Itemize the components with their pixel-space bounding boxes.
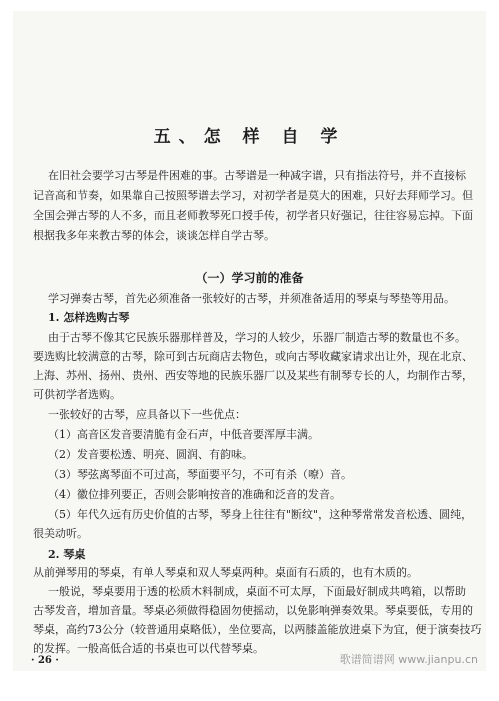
- subsection-heading-2: 2. 琴桌: [48, 548, 86, 561]
- list-item-3: （3）琴弦离琴面不可过高，琴面要平匀，不可有杀（嘹）音。: [48, 468, 352, 481]
- page-number: · 26 ·: [31, 655, 59, 666]
- list-item-1: （1）高音区发音要清脆有金石声，中低音要浑厚丰满。: [48, 428, 319, 441]
- book-page: [13, 11, 486, 671]
- intro-line-2: 记音高和节奏，如果靠自己按照琴谱去学习，对初学者是莫大的困难，只好去拜师学习。但: [33, 189, 473, 202]
- list-item-2: （2）发音要松透、明亮、圆润、有韵味。: [48, 448, 253, 461]
- sub1-line-2: 要选购比较满意的古琴，除可到古玩商店去物色，或向古琴收藏家请求出让外，现在北京、: [33, 350, 473, 363]
- list-item-4: （4）徽位排列要正，否则会影响按音的准确和泛音的发音。: [48, 488, 341, 501]
- list-item-5-cont: 很美动听。: [33, 527, 88, 540]
- list-intro: 一张较好的古琴，应具备以下一些优点：: [48, 408, 246, 421]
- sub2-line-2: 一般说，琴桌要用于透的松质木料制成，桌面不可太厚，下面最好制成共鸣箱，以帮助: [48, 585, 466, 598]
- intro-line-1: 在旧社会要学习古琴是件困难的事。古琴谱是一种减字谱，只有指法符号，并不直接标: [48, 169, 466, 182]
- section-intro: 学习弹奏古琴，首先必须准备一张较好的古琴，并须准备适用的琴桌与琴垫等用品。: [48, 292, 455, 305]
- section-title: （一）学习前的准备: [195, 271, 304, 285]
- intro-line-3: 全国会弹古琴的人不多，而且老师教琴死口授手传，初学者只好强记，往往容易忘掉。下面: [33, 209, 473, 222]
- sub2-line-3: 古琴发音，增加音量。琴桌必须做得稳固勿使摇动，以免影响弹奏效果。琴桌要低，专用的: [33, 604, 473, 617]
- sub2-line-4: 琴桌，高约73公分（较普通用桌略低），坐位要高，以两膝盖能放进桌下为宜，便于演奏技巧: [33, 623, 482, 636]
- sub2-line-5: 的发挥。一般高低合适的书桌也可以代替琴桌。: [33, 642, 264, 655]
- sub1-line-3: 上海、苏州、扬州、贵州、西安等地的民族乐器厂以及某些有制琴专长的人，均制作古琴，: [33, 369, 473, 382]
- sub1-line-1: 由于古琴不像其它民族乐器那样普及，学习的人较少，乐器厂制造古琴的数量也不多。: [48, 331, 466, 344]
- chapter-title: 五、怎 样 自 学: [153, 127, 346, 147]
- watermark: 歌谱简谱网 www.jianpu.cn: [339, 653, 478, 666]
- intro-line-4: 根据我多年来教古琴的体会，谈谈怎样自学古琴。: [33, 229, 275, 242]
- sub2-line-1: 从前弹琴用的琴桌，有单人琴桌和双人琴桌两种。桌面有石质的，也有木质的。: [33, 566, 418, 579]
- subsection-heading-1: 1. 怎样选购古琴: [48, 311, 130, 324]
- list-item-5: （5）年代久远有历史价值的古琴，琴身上往往有"断纹"，这种琴常常发音松透、圆纯，: [48, 508, 473, 521]
- sub1-line-4: 可供初学者选购。: [33, 388, 121, 401]
